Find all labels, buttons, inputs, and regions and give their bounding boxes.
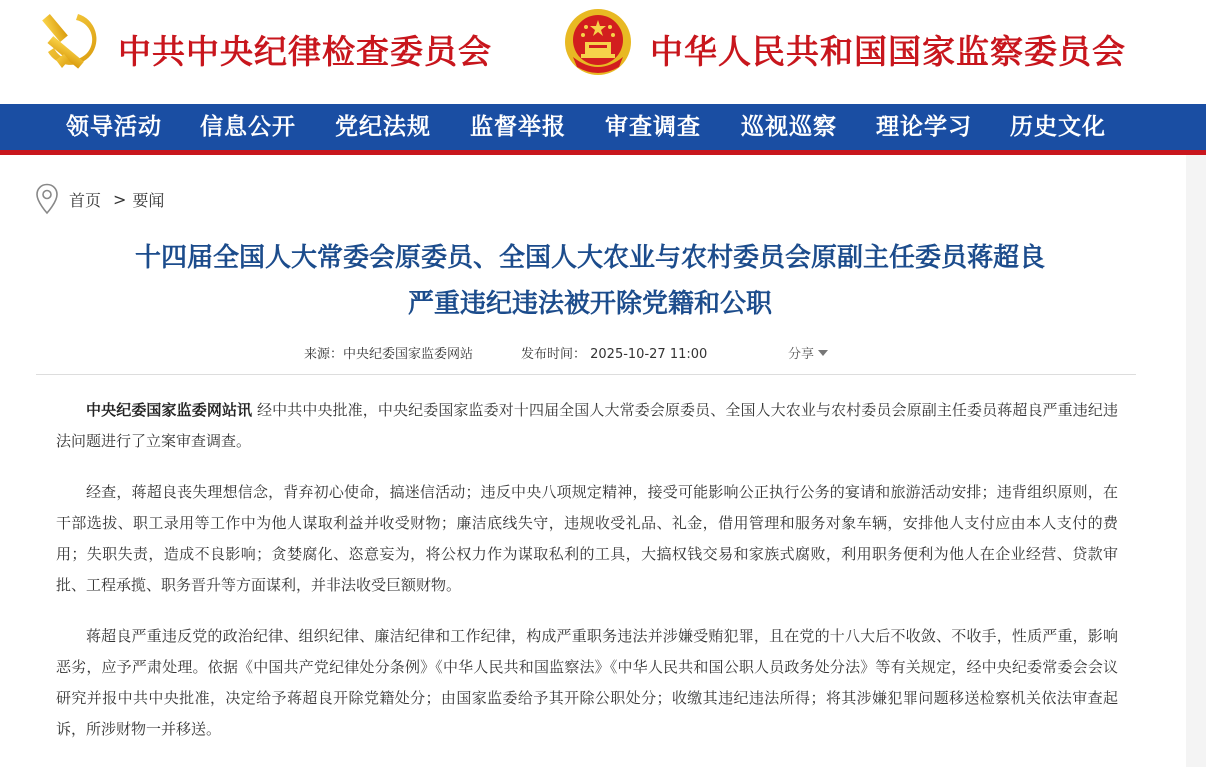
article-paragraph-2: 经查，蒋超良丧失理想信念，背弃初心使命，搞迷信活动；违反中央八项规定精神，接受可能影响公正执行公务的宴请和旅游活动安排；违背组织原则，在干部选拔、职工录用等工作中为他人谋取利益并收受财物；廉洁底线失守，违规收受礼品、礼金，借用管理和服务对象车辆，安排他人支付应由本人支付的费用；失职失责，造成不良影响；贪婪腐化、恣意妄为，将公权力作为谋取私利的工具，大搞权钱交易和家族式腐败，利用职务便利为他人在企业经营、贷款审批、工程承揽、职务晋升等方面谋利，并非法收受巨额财物。 bbox=[56, 483, 1118, 594]
site-header bbox=[0, 0, 1206, 104]
left-org-title: 中共中央纪律检查委员会 bbox=[118, 32, 492, 71]
article-paragraph-1 bbox=[56, 395, 1118, 457]
nav-item-regulations[interactable]: 党纪法规 bbox=[335, 113, 431, 140]
paragraph-1-text: 经中共中央批准，中央纪委国家监委对十四届全国人大常委会原委员、全国人大农业与农村委员会原副主任委员蒋超良严重违纪违法问题进行了立案审查调查。 bbox=[56, 401, 1118, 450]
article-source: 来源：中央纪委国家监委网站 bbox=[304, 347, 474, 362]
article-title-line2: 严重违纪违法被开除党籍和公职 bbox=[407, 289, 772, 319]
location-pin-icon bbox=[35, 183, 59, 215]
right-org-title: 中华人民共和国国家监察委员会 bbox=[650, 32, 1126, 71]
share-button[interactable] bbox=[788, 343, 828, 362]
breadcrumb-current-link[interactable]: 要闻 bbox=[132, 190, 165, 210]
share-label: 分享 bbox=[788, 347, 815, 362]
chevron-down-icon bbox=[818, 350, 828, 356]
breadcrumb-home-link[interactable]: 首页 bbox=[69, 190, 102, 210]
main-nav bbox=[0, 104, 1206, 150]
nav-item-info-disclosure[interactable]: 信息公开 bbox=[200, 113, 296, 140]
nav-item-theory[interactable]: 理论学习 bbox=[876, 113, 972, 140]
party-emblem-icon bbox=[38, 8, 106, 76]
nav-item-inspection[interactable]: 巡视巡察 bbox=[741, 113, 837, 140]
article-title-line1: 十四届全国人大常委会原委员、全国人大农业与农村委员会原副主任委员蒋超良 bbox=[134, 243, 1045, 273]
meta-divider bbox=[36, 374, 1136, 375]
article-paragraph-3: 蒋超良严重违反党的政治纪律、组织纪律、廉洁纪律和工作纪律，构成严重职务违法并涉嫌受贿犯罪，且在党的十八大后不收敛、不收手，性质严重，影响恶劣，应予严肃处理。依据《中国共产党纪律处分条例》《中华人民共和国监察法》《中华人民共和国公职人员政务处分法》等有关规定，经中央纪委常委会会议研究并报中共中央批准，决定给予蒋超良开除党籍处分；由国家监委给予其开除公职处分；收缴其违纪违法所得；将其涉嫌犯罪问题移送检察机关依法审查起诉，所涉财物一并移送。 bbox=[56, 627, 1118, 738]
breadcrumb-separator: > bbox=[113, 189, 127, 209]
national-emblem-icon bbox=[563, 7, 633, 77]
nav-item-investigation[interactable]: 审查调查 bbox=[605, 113, 701, 140]
nav-item-history[interactable]: 历史文化 bbox=[1010, 113, 1106, 140]
nav-item-leadership[interactable]: 领导活动 bbox=[66, 113, 162, 140]
right-margin bbox=[1186, 155, 1206, 767]
nav-underline bbox=[0, 150, 1206, 155]
dateline: 中央纪委国家监委网站讯 bbox=[86, 401, 253, 419]
nav-item-report[interactable]: 监督举报 bbox=[470, 113, 566, 140]
article-publish-time: 发布时间： 2025-10-27 11:00 bbox=[521, 347, 708, 362]
breadcrumb bbox=[35, 183, 164, 215]
